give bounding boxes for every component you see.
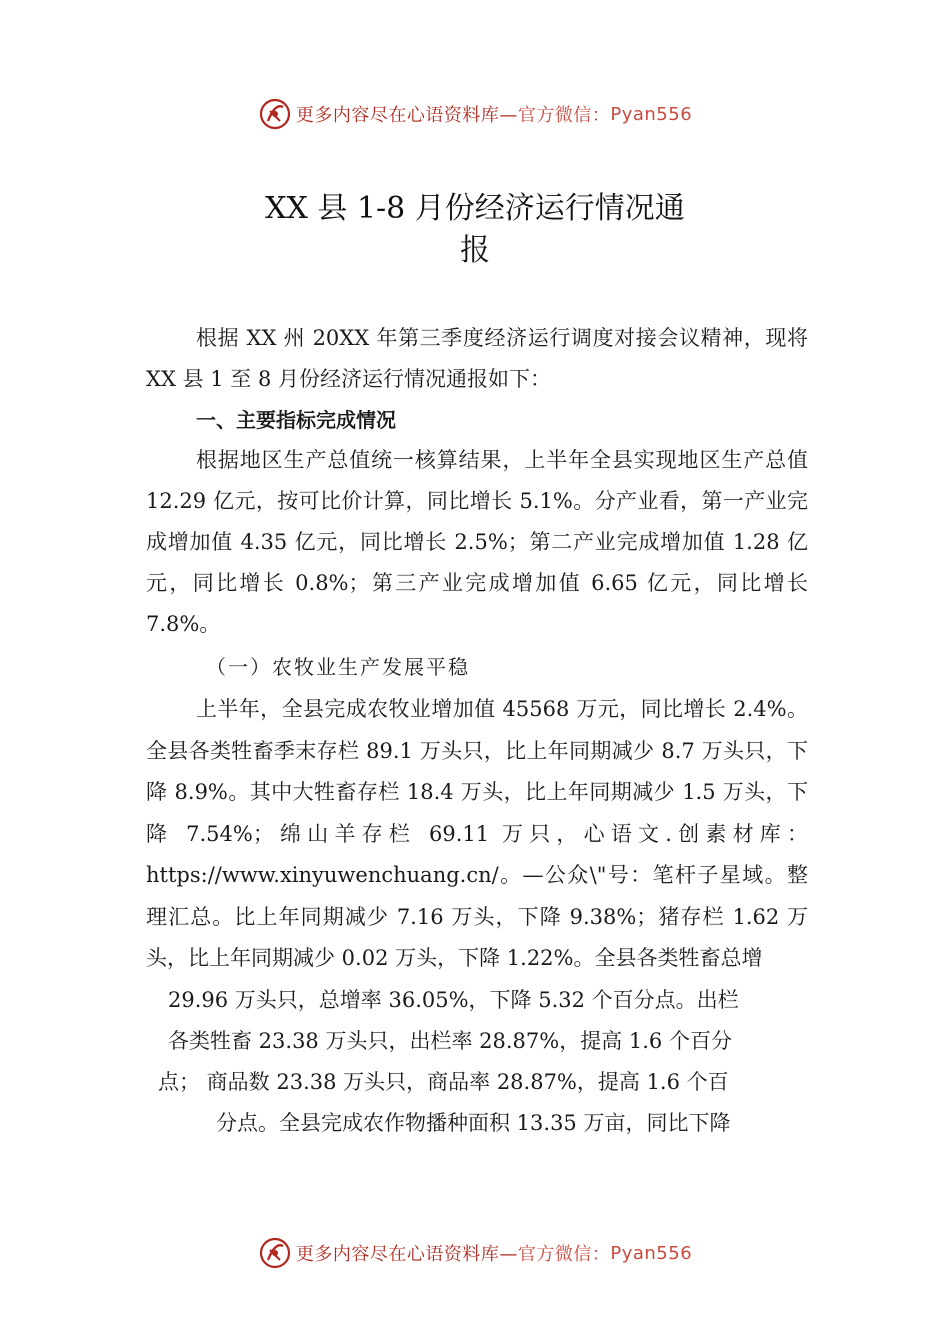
banner-wechat-label: 官方微信： [517,1244,611,1265]
banner-wechat-label: 官方微信： [517,105,611,126]
intro-paragraph: 根据 XX 州 20XX 年第三季度经济运行调度对接会议精神，现将 XX 县 1 至 8 月份经济运行情况通报如下： [146,326,808,391]
gdp-paragraph: 根据地区生产总值统一核算结果，上半年全县实现地区生产总值 12.29 亿元，按可比价计算，同比增长 5.1%。分产业看，第一产业完成增加值 4.35 亿元，同比增长 2.5%；第二产业完成增加值 1.28 亿元，同比增长 0.8%；第三产业完成增加值 6.65 亿元，同比增长 7.8%。 [146,448,808,636]
paragraph-continuation-line: 分点。全县完成农作物播种面积 13.35 万亩，同比下降 [216,1110,731,1135]
footer-watermark-banner [0,1233,950,1273]
paragraph-continuation-line: 29.96 万头只，总增率 36.05%，下降 5.32 个百分点。出栏 [168,987,739,1012]
paragraph-continuation-line: 点； 商品数 23.38 万头只，商品率 28.87%，提高 1.6 个百 [158,1069,729,1094]
document-title [0,188,950,272]
document-body [146,318,808,1144]
paragraph-continuation-line: 各类牲畜 23.38 万头只，出栏率 28.87%，提高 1.6 个百分 [168,1028,732,1053]
title-line-2: 报 [460,233,490,268]
header-watermark-banner [0,94,950,134]
brand-logo-icon [258,97,292,131]
banner-text: 更多内容尽在心语资料库— [295,1244,518,1265]
brand-logo-icon [258,1236,292,1270]
title-line-1: XX 县 1-8 月份经济运行情况通 [265,191,685,226]
subsection-heading: （一）农牧业生产发展平稳 [206,655,470,679]
banner-wechat-id: Pyan556 [610,1242,693,1264]
banner-text: 更多内容尽在心语资料库— [295,105,518,126]
section-heading: 一、主要指标完成情况 [196,408,396,432]
banner-wechat-id: Pyan556 [610,103,693,125]
agriculture-paragraph: 上半年，全县完成农牧业增加值 45568 万元，同比增长 2.4%。全县各类牲畜季末存栏 89.1 万头只，比上年同期减少 8.7 万头只，下降 8.9%。其中大牲畜存栏 18.4 万头，比上年同期减少 1.5 万头，下降 7.54%；绵山羊存栏 69.11 万只，心语文.创素材库：https://www.xinyuwenchuang.cn/。—公众\"号：笔杆子星域。整理汇总。比上年同期减少 7.16 万头，下降 9.38%；猪存栏 1.62 万头，比上年同期减少 0.02 万头，下降 1.22%。全县各类牲畜总增 [146,697,808,970]
